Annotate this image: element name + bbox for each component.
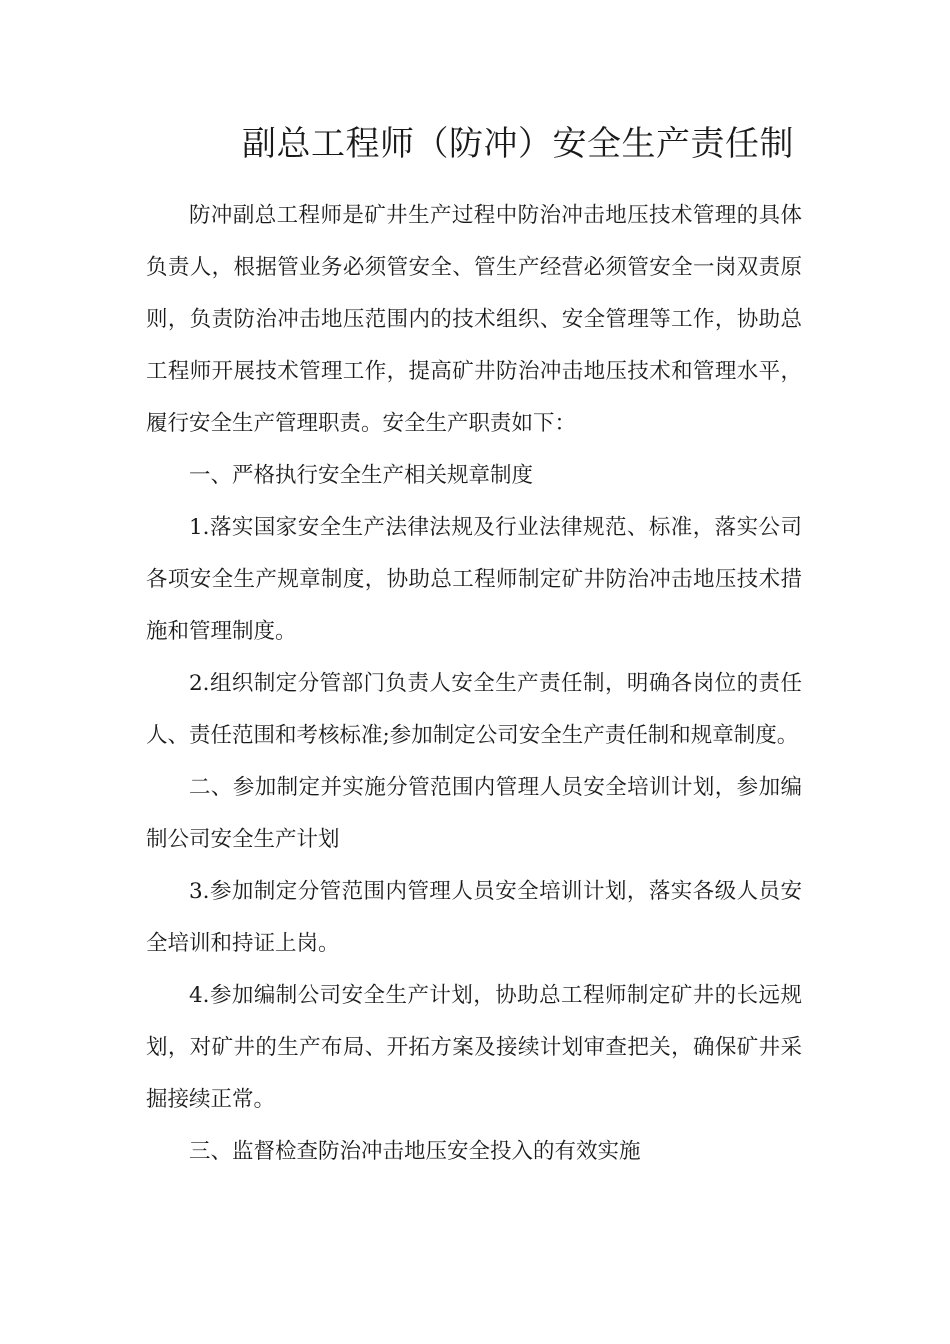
document-title: 副总工程师（防冲）安全生产责任制 bbox=[242, 124, 794, 164]
document-page bbox=[146, 118, 802, 1178]
clause-3: 3.参加制定分管范围内管理人员安全培训计划，落实各级人员安全培训和持证上岗。 bbox=[146, 879, 802, 956]
clause-1: 1.落实国家安全生产法律法规及行业法律规范、标准，落实公司各项安全生产规章制度，协助总工程师制定矿井防治冲击地压技术措施和管理制度。 bbox=[146, 515, 802, 644]
section-heading-3: 三、监督检查防治冲击地压安全投入的有效实施 bbox=[189, 1139, 641, 1164]
section-heading-2: 二、参加制定并实施分管范围内管理人员安全培训计划，参加编制公司安全生产计划 bbox=[146, 775, 802, 852]
intro-paragraph: 防冲副总工程师是矿井生产过程中防治冲击地压技术管理的具体负责人，根据管业务必须管安全、管生产经营必须管安全一岗双责原则，负责防治冲击地压范围内的技术组织、安全管理等工作，协助总工程师开展技术管理工作，提高矿井防治冲击地压技术和管理水平，履行安全生产管理职责。安全生产职责如下： bbox=[146, 203, 802, 436]
section-heading-1: 一、严格执行安全生产相关规章制度 bbox=[189, 463, 534, 488]
clause-2: 2.组织制定分管部门负责人安全生产责任制，明确各岗位的责任人、责任范围和考核标准;参加制定公司安全生产责任制和规章制度。 bbox=[146, 671, 802, 748]
clause-4: 4.参加编制公司安全生产计划，协助总工程师制定矿井的长远规划，对矿井的生产布局、开拓方案及接续计划审查把关，确保矿井采掘接续正常。 bbox=[146, 983, 802, 1112]
